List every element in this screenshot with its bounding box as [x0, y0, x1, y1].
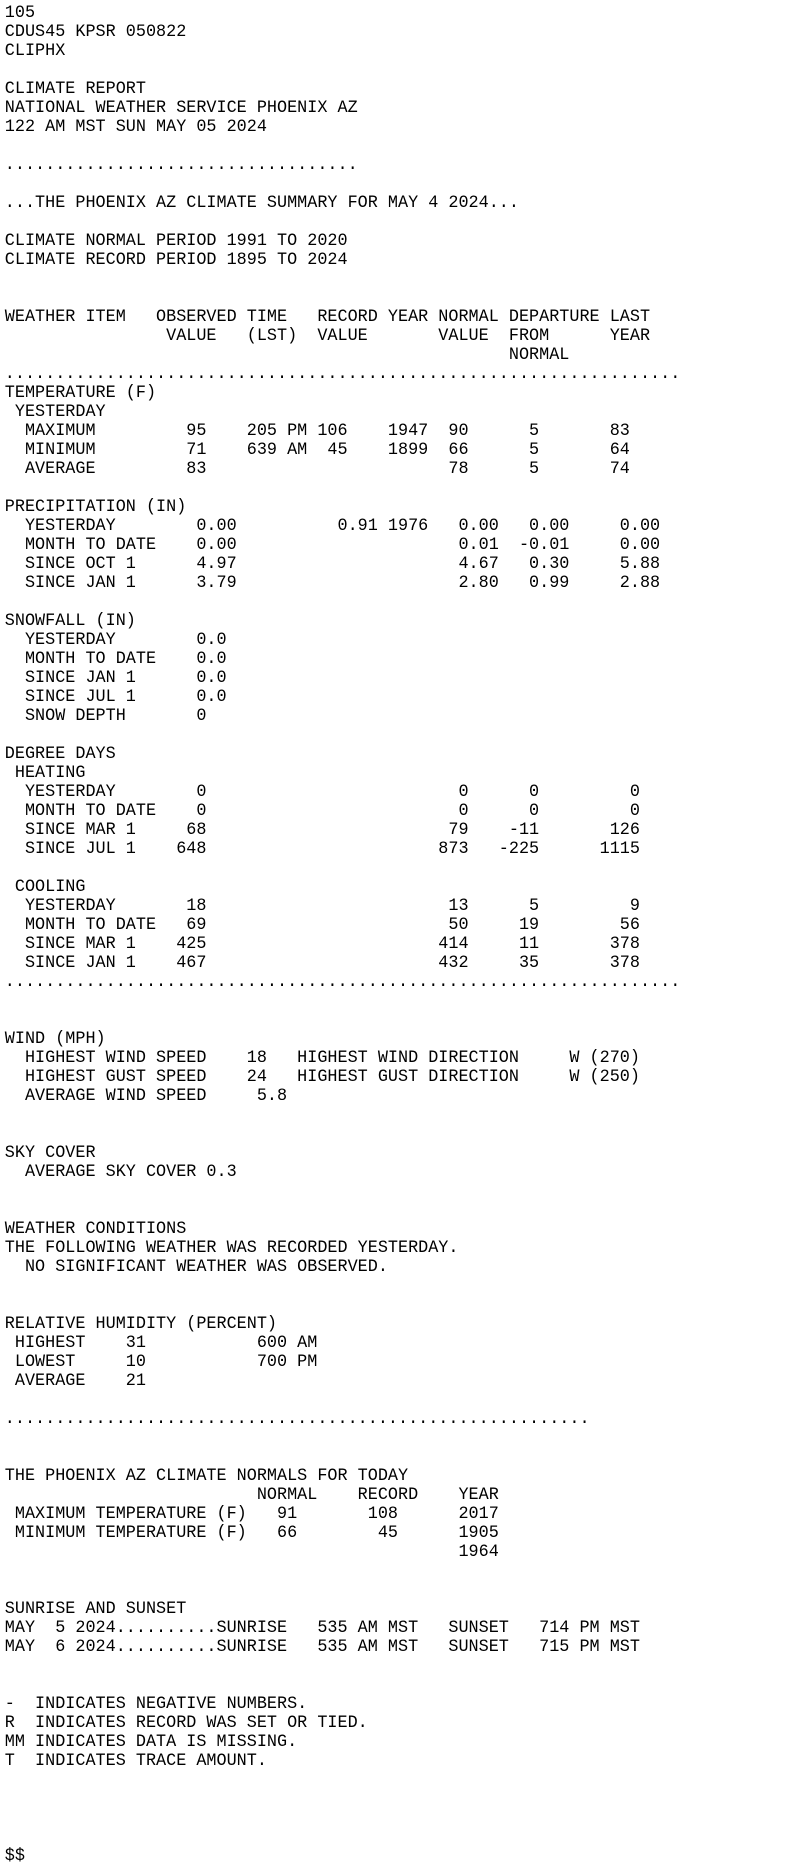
report-line: SINCE JAN 1 3.79 2.80 0.99 2.88: [4, 573, 661, 593]
report-line: [5, 1790, 778, 1809]
report-line: MINIMUM 71 639 AM 45 1899 66 5 64: [4, 440, 630, 460]
report-line: 122 AM MST SUN MAY 05 2024: [4, 117, 267, 137]
report-line: SNOWFALL (IN): [4, 611, 136, 631]
report-line: AVERAGE 83 78 5 74: [4, 459, 630, 479]
report-line: [5, 1657, 778, 1676]
report-line: ...THE PHOENIX AZ CLIMATE SUMMARY FOR MAY 4 2024...: [4, 193, 519, 213]
report-line: [5, 213, 778, 232]
report-line: [5, 61, 778, 80]
report-line: SUNRISE AND SUNSET: [4, 1599, 187, 1619]
report-line: SINCE JAN 1 467 432 35 378: [4, 953, 640, 973]
report-line: NATIONAL WEATHER SERVICE PHOENIX AZ: [4, 98, 358, 118]
report-line: SINCE MAR 1 68 79 -11 126: [4, 820, 640, 840]
report-line: MINIMUM TEMPERATURE (F) 66 45 1905: [4, 1523, 499, 1543]
report-line: 1964: [4, 1542, 499, 1562]
report-line: MAXIMUM TEMPERATURE (F) 91 108 2017: [4, 1504, 499, 1524]
report-line: NORMAL RECORD YEAR: [4, 1485, 499, 1505]
report-line: MONTH TO DATE 0 0 0 0: [4, 801, 640, 821]
report-line: [5, 1809, 778, 1828]
report-line: YESTERDAY 0.00 0.91 1976 0.00 0.00 0.00: [4, 516, 661, 536]
report-line: MONTH TO DATE 69 50 19 56: [4, 915, 640, 935]
report-line: [5, 1182, 778, 1201]
report-line: HIGHEST 31 600 AM: [4, 1333, 318, 1353]
report-line: YESTERDAY: [4, 402, 106, 422]
report-line: MAXIMUM 95 205 PM 106 1947 90 5 83: [4, 421, 630, 441]
report-line: [5, 1828, 778, 1847]
report-line: [5, 992, 778, 1011]
report-line: AVERAGE SKY COVER 0.3: [4, 1162, 237, 1182]
report-line: ...................................: [4, 155, 358, 175]
report-line: DEGREE DAYS: [4, 744, 116, 764]
report-line: CLIMATE RECORD PERIOD 1895 TO 2024: [4, 250, 348, 270]
report-line: [5, 1277, 778, 1296]
report-line: [5, 479, 778, 498]
report-line: ..........................................................: [4, 1409, 590, 1429]
report-line: ...................................................................: [4, 364, 681, 384]
report-line: MM INDICATES DATA IS MISSING.: [4, 1732, 298, 1752]
report-line: NO SIGNIFICANT WEATHER WAS OBSERVED.: [4, 1257, 388, 1277]
report-line: RELATIVE HUMIDITY (PERCENT): [4, 1314, 278, 1334]
report-line: COOLING: [4, 877, 86, 897]
report-line: SINCE JAN 1 0.0: [4, 668, 227, 688]
report-line: - INDICATES NEGATIVE NUMBERS.: [4, 1694, 308, 1714]
report-line: [5, 1771, 778, 1790]
report-line: [5, 1448, 778, 1467]
report-line: MONTH TO DATE 0.00 0.01 -0.01 0.00: [4, 535, 661, 555]
report-line: MAY 5 2024..........SUNRISE 535 AM MST SUNSET 714 PM MST: [4, 1618, 640, 1638]
report-line: YESTERDAY 0 0 0 0: [4, 782, 640, 802]
report-line: [5, 726, 778, 745]
report-line: [5, 1391, 778, 1410]
report-line: YESTERDAY 0.0: [4, 630, 227, 650]
report-line: ...................................................................: [4, 972, 681, 992]
report-line: [5, 289, 778, 308]
report-line: [5, 175, 778, 194]
report-line: [5, 1429, 778, 1448]
report-line: 105: [4, 3, 36, 23]
report-line: [5, 859, 778, 878]
report-line: PRECIPITATION (IN): [4, 497, 187, 517]
report-line: R INDICATES RECORD WAS SET OR TIED.: [4, 1713, 368, 1733]
report-line: [5, 1011, 778, 1030]
report-line: CLIMATE REPORT: [4, 79, 146, 99]
report-line: CLIMATE NORMAL PERIOD 1991 TO 2020: [4, 231, 348, 251]
report-line: [5, 593, 778, 612]
report-line: [5, 1201, 778, 1220]
report-line: CLIPHX: [4, 41, 66, 61]
report-line: [5, 270, 778, 289]
report-line: T INDICATES TRACE AMOUNT.: [4, 1751, 267, 1771]
report-line: VALUE (LST) VALUE VALUE FROM YEAR: [4, 326, 651, 346]
report-line: SKY COVER: [4, 1143, 96, 1163]
report-line: LOWEST 10 700 PM: [4, 1352, 318, 1372]
report-line: AVERAGE 21: [4, 1371, 146, 1391]
report-line: [5, 1562, 778, 1581]
report-line: TEMPERATURE (F): [4, 383, 157, 403]
report-line: SINCE JUL 1 648 873 -225 1115: [4, 839, 640, 859]
report-line: [5, 1581, 778, 1600]
report-line: [5, 1676, 778, 1695]
report-line: SNOW DEPTH 0: [4, 706, 207, 726]
report-line: MONTH TO DATE 0.0: [4, 649, 227, 669]
report-line: THE FOLLOWING WEATHER WAS RECORDED YESTERDAY.: [4, 1238, 459, 1258]
report-line: $$: [4, 1846, 25, 1866]
report-line: WIND (MPH): [4, 1029, 106, 1049]
report-line: WEATHER ITEM OBSERVED TIME RECORD YEAR NORMAL DEPARTURE LAST: [4, 307, 651, 327]
report-line: [5, 1125, 778, 1144]
report-line: AVERAGE WIND SPEED 5.8: [4, 1086, 288, 1106]
report-line: MAY 6 2024..........SUNRISE 535 AM MST SUNSET 715 PM MST: [4, 1637, 640, 1657]
report-line: CDUS45 KPSR 050822: [4, 22, 187, 42]
report-line: [5, 1106, 778, 1125]
report-line: HEATING: [4, 763, 86, 783]
report-line: SINCE MAR 1 425 414 11 378: [4, 934, 640, 954]
report-line: HIGHEST GUST SPEED 24 HIGHEST GUST DIRECTION W (250): [4, 1067, 640, 1087]
report-line: YESTERDAY 18 13 5 9: [4, 896, 640, 916]
report-line: [5, 1296, 778, 1315]
report-line: [5, 137, 778, 156]
report-line: SINCE JUL 1 0.0: [4, 687, 227, 707]
report-line: WEATHER CONDITIONS: [4, 1219, 187, 1239]
report-line: THE PHOENIX AZ CLIMATE NORMALS FOR TODAY: [4, 1466, 409, 1486]
report-line: HIGHEST WIND SPEED 18 HIGHEST WIND DIRECTION W (270): [4, 1048, 640, 1068]
report-line: SINCE OCT 1 4.97 4.67 0.30 5.88: [4, 554, 661, 574]
report-line: NORMAL: [4, 345, 570, 365]
